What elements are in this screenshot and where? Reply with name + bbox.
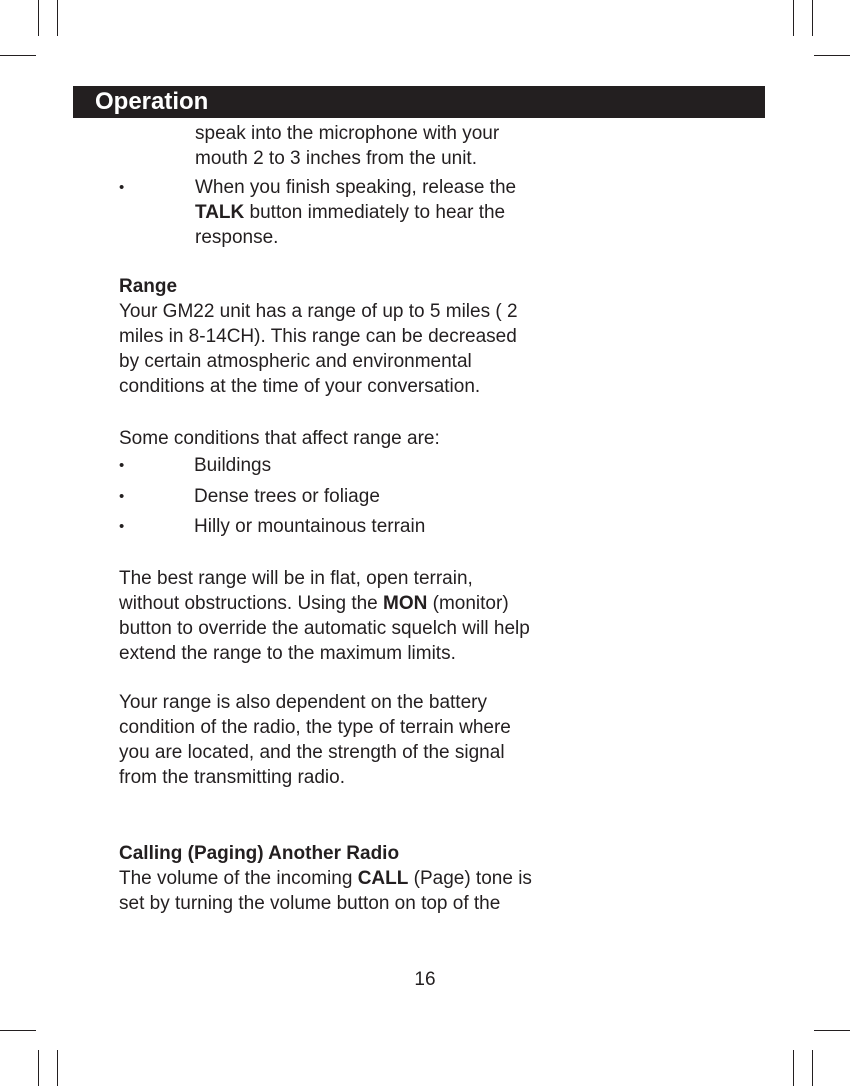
range-paragraph-line: you are located, and the strength of the signal	[119, 742, 505, 763]
crop-mark	[812, 0, 813, 36]
range-text: without obstructions. Using the	[119, 593, 384, 614]
condition-item: Dense trees or foliage	[194, 486, 380, 507]
calling-heading: Calling (Paging) Another Radio	[119, 843, 400, 864]
crop-mark	[38, 0, 39, 36]
crop-mark	[793, 0, 794, 36]
crop-mark	[57, 0, 58, 36]
page-number: 16	[414, 969, 436, 990]
range-paragraph-line	[119, 591, 509, 616]
condition-item: Buildings	[194, 455, 272, 476]
crop-mark	[0, 1030, 36, 1031]
crop-mark	[814, 1030, 850, 1031]
range-paragraph-line: Your GM22 unit has a range of up to 5 miles ( 2	[119, 301, 518, 322]
calling-paragraph-line	[119, 866, 532, 891]
mon-label: MON	[383, 593, 428, 614]
intro-line: speak into the microphone with your	[195, 123, 500, 144]
range-heading: Range	[119, 276, 178, 297]
bullet-icon: •	[119, 457, 125, 474]
crop-mark	[814, 55, 850, 56]
crop-mark	[793, 1050, 794, 1086]
calling-text: The volume of the incoming	[119, 868, 358, 889]
calling-text: (Page) tone is	[408, 868, 532, 889]
section-header-bar	[73, 86, 765, 118]
condition-item: Hilly or mountainous terrain	[194, 516, 426, 537]
range-paragraph-line: button to override the automatic squelch will help	[119, 618, 530, 639]
range-paragraph-line: condition of the radio, the type of terrain where	[119, 717, 511, 738]
bullet-text-line	[195, 200, 505, 225]
range-paragraph-line: Your range is also dependent on the battery	[119, 692, 487, 713]
conditions-intro: Some conditions that affect range are:	[119, 428, 440, 449]
bullet-text: When you finish speaking, release the	[195, 177, 517, 198]
call-label: CALL	[357, 868, 409, 889]
calling-paragraph-line: set by turning the volume button on top of the	[119, 893, 501, 914]
talk-label: TALK	[195, 202, 245, 223]
bullet-text: response.	[195, 227, 279, 248]
intro-line: mouth 2 to 3 inches from the unit.	[195, 148, 477, 169]
bullet-icon: •	[119, 179, 125, 196]
section-title: Operation	[95, 88, 209, 115]
range-paragraph-line: extend the range to the maximum limits.	[119, 643, 456, 664]
bullet-icon: •	[119, 488, 125, 505]
crop-mark	[812, 1050, 813, 1086]
range-paragraph-line: by certain atmospheric and environmental	[119, 351, 472, 372]
crop-mark	[57, 1050, 58, 1086]
crop-mark	[38, 1050, 39, 1086]
range-paragraph-line: miles in 8-14CH). This range can be decreased	[119, 326, 517, 347]
bullet-icon: •	[119, 518, 125, 535]
range-paragraph-line: The best range will be in flat, open terrain,	[119, 568, 473, 589]
bullet-text-rest: button immediately to hear the	[244, 202, 506, 223]
range-paragraph-line: conditions at the time of your conversation.	[119, 376, 481, 397]
range-paragraph-line: from the transmitting radio.	[119, 767, 345, 788]
range-text: (monitor)	[427, 593, 509, 614]
crop-mark	[0, 55, 36, 56]
